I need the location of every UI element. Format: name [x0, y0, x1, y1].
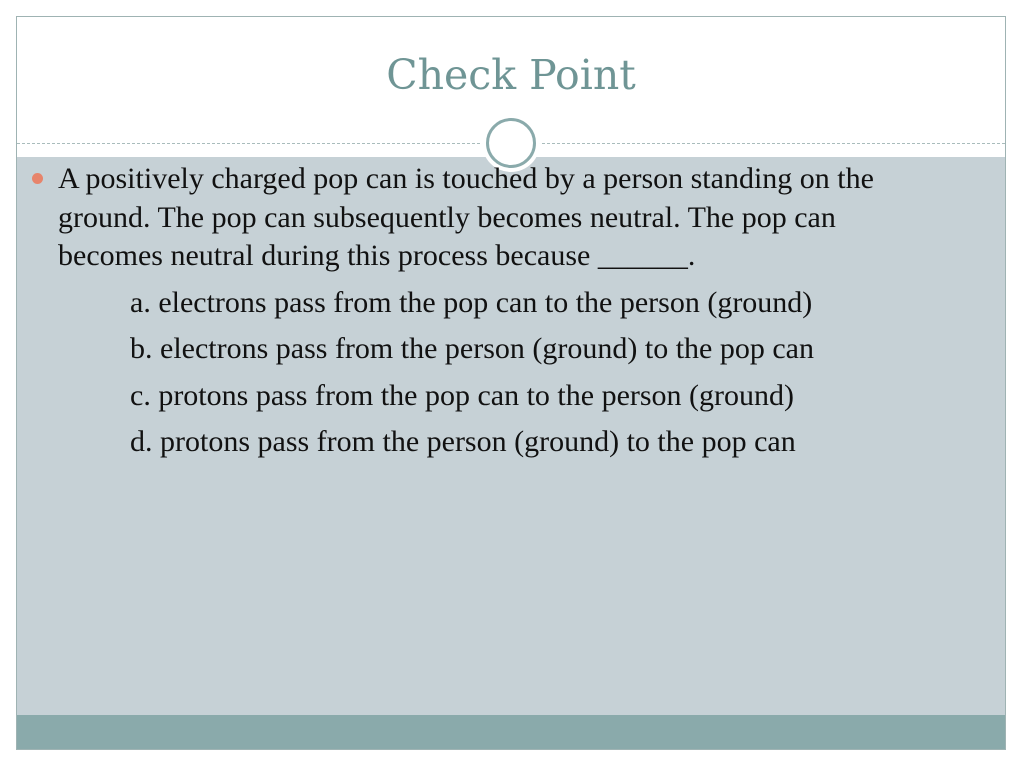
- answer-options: [130, 284, 938, 462]
- question-text: A positively charged pop can is touched by a person standing on the ground. The pop can subsequently becomes neutral. The pop can becomes neutral during this process because ______.: [58, 162, 874, 272]
- question-item: [58, 160, 938, 276]
- answer-option-d: d. protons pass from the person (ground) to the pop can: [130, 425, 796, 458]
- answer-option-b: b. electrons pass from the person (ground) to the pop can: [130, 332, 814, 365]
- answer-option-a: a. electrons pass from the pop can to the person (ground): [130, 285, 813, 319]
- slide-body: [58, 160, 938, 470]
- footer-bar: [17, 715, 1005, 750]
- slide-title: Check Point: [386, 51, 636, 99]
- circle-bullet-icon: [32, 173, 43, 184]
- answer-option-c: c. protons pass from the pop can to the person (ground): [130, 378, 795, 412]
